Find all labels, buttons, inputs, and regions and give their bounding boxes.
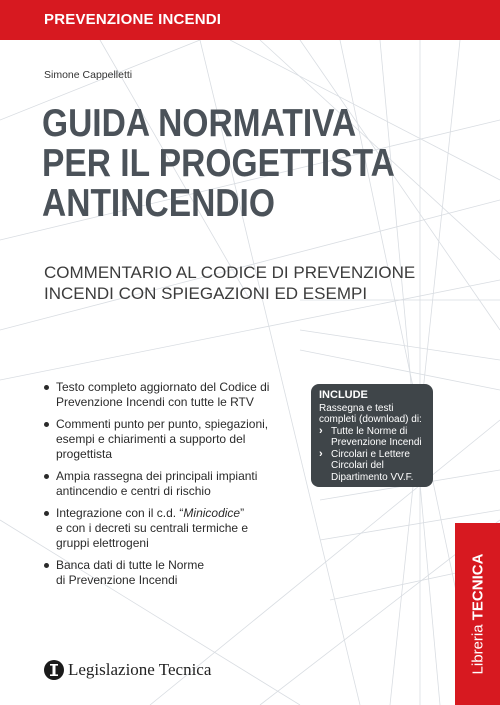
feature-line: progettista <box>56 447 113 461</box>
feature-italic-term: Minicodice <box>183 506 241 520</box>
feature-text: ” <box>240 506 245 520</box>
title-line: ANTINCENDIO <box>42 182 275 225</box>
include-item-line: Tutte le Norme di <box>331 425 408 437</box>
include-box <box>311 384 433 487</box>
subtitle-line: COMMENTARIO AL CODICE DI PREVENZIONE <box>44 263 416 282</box>
include-item-line: Dipartimento VV.F. <box>331 471 414 483</box>
feature-line: esempi e chiarimenti a supporto del <box>56 432 246 446</box>
publisher-name: Legislazione Tecnica <box>68 660 212 679</box>
series-side-normal: Libreria <box>469 620 486 675</box>
feature-text: Integrazione con il c.d. “ <box>56 506 184 520</box>
book-title <box>42 104 403 224</box>
feature-item <box>44 380 284 410</box>
feature-item <box>44 558 284 588</box>
chevron-right-icon: › <box>319 447 323 460</box>
series-label: PREVENZIONE INCENDI <box>44 11 222 28</box>
include-intro-line: Rassegna e testi <box>319 402 394 414</box>
author-name: Simone Cappelletti <box>44 69 133 81</box>
feature-line <box>56 506 284 521</box>
chevron-right-icon: › <box>319 424 323 437</box>
feature-line: antincendio e centri di rischio <box>56 484 211 498</box>
feature-line: Commenti punto per punto, spiegazioni, <box>56 417 269 431</box>
include-intro-line: completi (download) di: <box>319 414 422 425</box>
include-title: INCLUDE <box>319 389 368 401</box>
feature-list <box>44 380 284 595</box>
feature-line: e con i decreti su centrali termiche e <box>56 521 249 535</box>
include-item-line: Prevenzione Incendi <box>331 437 422 448</box>
include-item <box>319 426 425 449</box>
series-side-band <box>455 523 500 705</box>
feature-item <box>44 506 284 551</box>
publisher <box>44 658 211 682</box>
include-item-line: Circolari e Lettere <box>331 448 410 460</box>
include-item-line: Circolari del <box>331 460 384 471</box>
include-item <box>319 449 425 484</box>
feature-line: Ampia rassegna dei principali impianti <box>56 469 258 483</box>
feature-item <box>44 469 284 499</box>
feature-line: gruppi elettrogeni <box>56 536 149 550</box>
title-line: PER IL PROGETTISTA <box>42 142 395 185</box>
subtitle-line: INCENDI CON SPIEGAZIONI ED ESEMPI <box>44 284 368 303</box>
title-line: GUIDA NORMATIVA <box>42 102 357 145</box>
series-side-label <box>469 554 486 675</box>
feature-line: Testo completo aggiornato del Codice di <box>56 380 270 394</box>
book-subtitle <box>44 262 464 304</box>
feature-line: di Prevenzione Incendi <box>56 573 178 587</box>
top-series-bar <box>0 0 500 40</box>
feature-line: Prevenzione Incendi con tutte le RTV <box>56 395 254 409</box>
feature-item <box>44 417 284 462</box>
series-side-bold: TECNICA <box>469 553 486 621</box>
publisher-logo-icon <box>44 660 64 680</box>
feature-line: Banca dati di tutte le Norme <box>56 558 205 572</box>
